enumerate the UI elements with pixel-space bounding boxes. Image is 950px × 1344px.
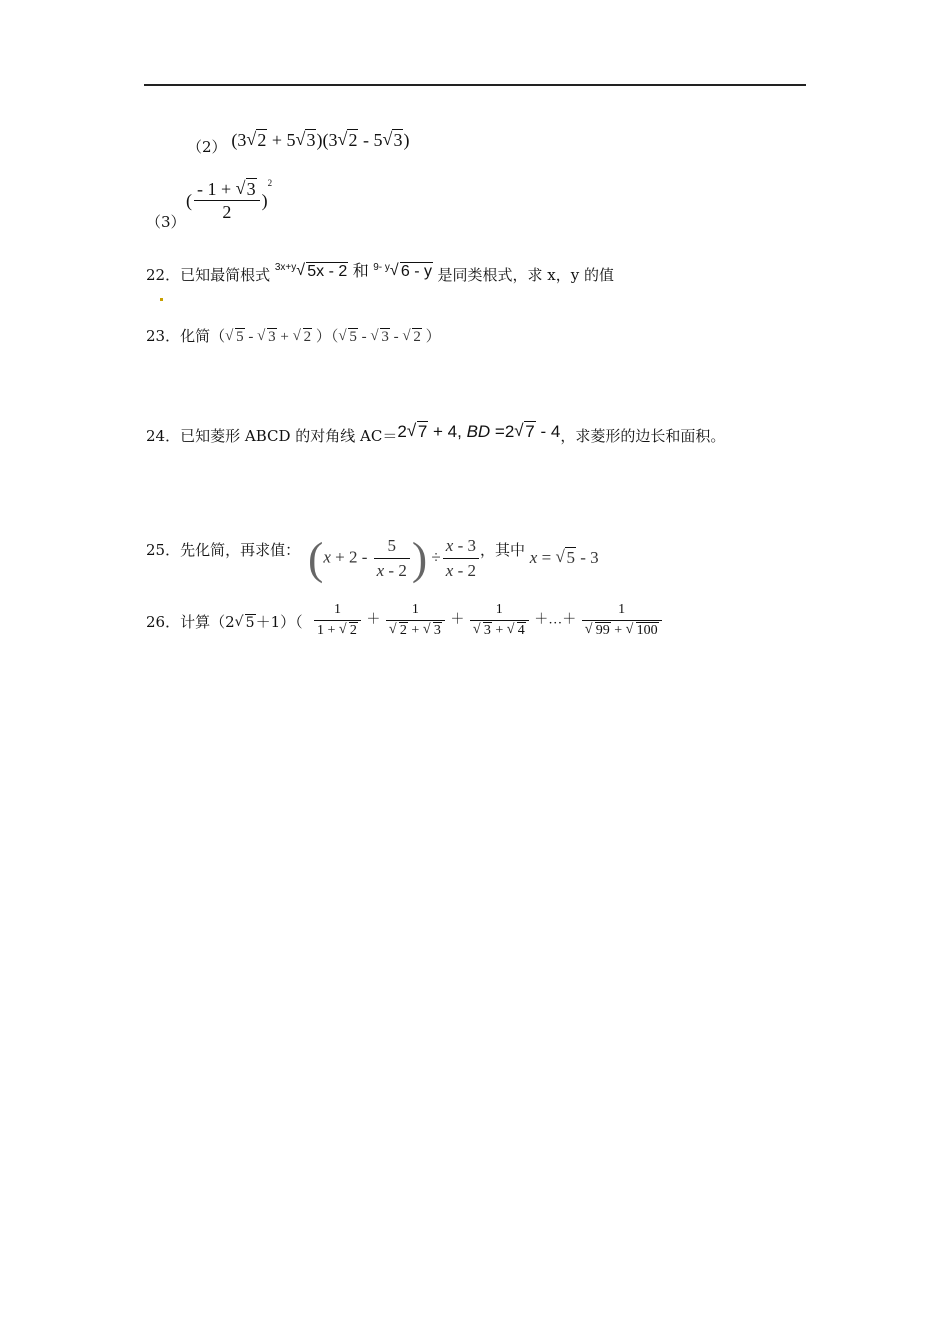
expression: (3 √ 2 + 5 √ 3)(3 √ 2 - 5 √ 3) — [231, 129, 410, 150]
conjunction: 和 — [352, 263, 369, 280]
question-24 — [146, 421, 726, 446]
question-2-part-2 — [187, 129, 410, 157]
question-text: 是同类根式，求 x，y 的值 — [437, 266, 614, 284]
question-text: 26．计算（2 — [146, 613, 235, 631]
radical-index: 9- y — [373, 262, 390, 273]
radicand: 5x - 2 — [307, 263, 348, 280]
expression: 2 √ 7 + 4, BD =2 √ 7 - 4 — [397, 421, 561, 441]
condition-expression: x = √ 5 - 3 — [529, 547, 599, 567]
question-text: 24．已知菱形 ABCD 的对角线 AC＝ — [146, 427, 398, 445]
mark-dot — [160, 298, 163, 301]
part-label: （3） — [146, 213, 186, 231]
expression: √ 5 - √ 3 + √ 2 ）（ √ 5 - √ 3 - √ 2 ） — [225, 328, 441, 345]
question-25-condition — [480, 540, 599, 567]
radical-1: $^{3x+y}$ √ 5x - 2 — [274, 262, 348, 280]
question-26-sum: 1 1 + √ 2 ＋ 1 √ 2 + √ 3 ＋ 1 √ 3 + √ 4 ＋…＋ 1 √ 99 + √ 100 — [312, 600, 664, 641]
question-25-expression: (x + 2 - $\frac{5}{x - 2}$ ) ÷ $\frac{x - 3}{x - 2}$ — [308, 534, 481, 583]
radical-2: $^{9- y}$ √ 6 - y — [373, 262, 433, 280]
header-rule — [144, 84, 806, 86]
question-23 — [146, 326, 441, 347]
question-26: 26．计算（2 √ 5＋1）（ — [146, 613, 303, 631]
question-2-part-3-expression: ( - 1 + √ 3 2 )$^2$ — [186, 178, 273, 222]
question-text: 25．先化简，再求值： — [146, 541, 301, 559]
question-2-part-3-label — [146, 212, 186, 232]
radicand: 6 - y — [400, 263, 433, 280]
question-25 — [146, 540, 300, 560]
question-text: ，其中 — [480, 541, 526, 559]
question-text: 23．化简（ — [146, 327, 226, 345]
radical-index: 3x+y — [274, 262, 297, 273]
question-text: ＋1）（ — [255, 613, 303, 631]
question-text: ，求菱形的边长和面积。 — [560, 427, 726, 445]
question-22 — [146, 262, 614, 288]
part-label: （2） — [187, 138, 227, 156]
question-text: 22．已知最简根式 — [146, 266, 271, 284]
